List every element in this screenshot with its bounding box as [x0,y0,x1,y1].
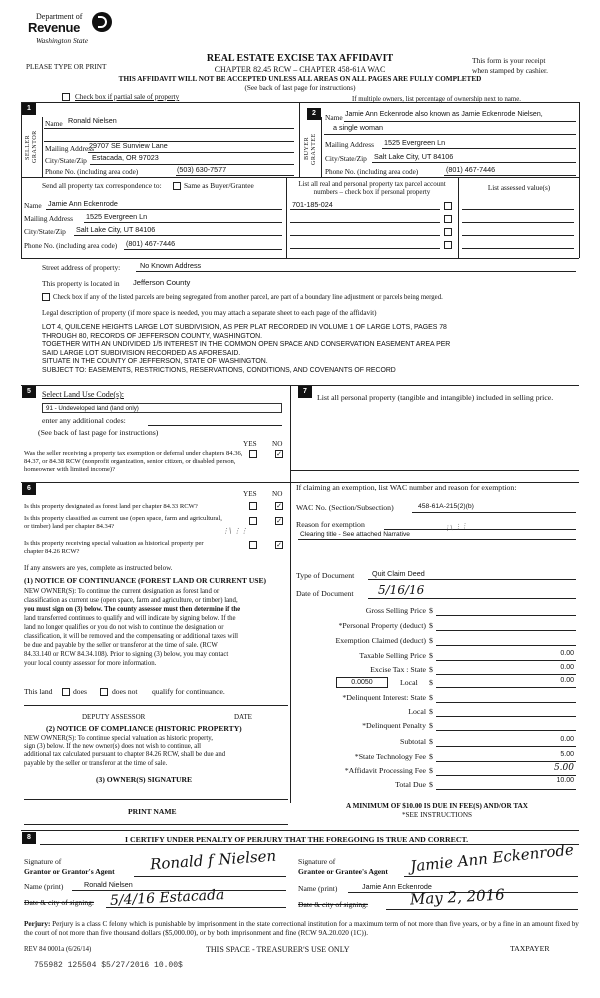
taxable-label: Taxable Selling Price [359,651,426,660]
additional-codes-label: enter any additional codes: [42,416,126,425]
corr-city-label: City/State/Zip [24,227,66,236]
buyer-city-label: City/State/Zip [325,154,367,163]
no-header-2: NO [272,490,283,498]
delinq-state-label: *Delinquent Interest: State [342,693,426,702]
grantor-name-label: Name (print) [24,882,64,891]
grantee-date-city[interactable]: May 2, 2016 [409,885,506,909]
corr-name: Jamie Ann Eckenrode [48,199,118,208]
parcel-4-personal-checkbox[interactable] [444,241,452,249]
multiple-owners-note: If multiple owners, list percentage of ownership next to name. [352,96,521,103]
wac-label: WAC No. (Section/Subsection) [296,503,394,512]
same-as-buyer-checkbox[interactable] [173,182,181,190]
notice-1-line: classification as current use (open space, farm and agriculture, or timber) land, [24,597,238,604]
wac-number: 458-61A-215(2)(b) [418,503,474,510]
buyer-name-label: Name [325,113,343,122]
total-due-value: 10.00 [556,777,574,784]
perjury-note [24,920,580,939]
does-not-label: does not [112,687,138,696]
county-label: This property is located in [42,279,120,288]
receipt-note-1: This form is your receipt [472,56,546,65]
land-does-checkbox[interactable] [62,688,70,696]
notice-1-line: classification, it will be removed and the compensating or additional taxes will [24,633,239,640]
notice-1-title: (1) NOTICE OF CONTINUANCE (FOREST LAND OR CURRENT USE) [24,576,267,585]
please-type-note: PLEASE TYPE OR PRINT [26,63,107,71]
current-use-yes-checkbox[interactable] [249,517,257,525]
excise-state-label: Excise Tax : State [370,665,426,674]
deputy-assessor-label: DEPUTY ASSESSOR [82,713,146,721]
delinq-state-dollar: $ [429,693,433,702]
exemption-question: Was the seller receiving a property tax exemption or deferral under chapters 84.36, 84.37, or 84.38 RCW (nonprofit organization, senior citizen, or disabled person, homeowner with limited income)? [24,450,243,474]
delinq-local-label: Local [408,707,426,716]
notice-2-line: sign (3) below. If the new owner(s) does not wish to continue, all [24,743,201,751]
street-label: Street address of property: [42,263,121,272]
section-8-badge: 8 [22,832,36,844]
taxpayer-label: TAXPAYER [510,944,550,953]
legal-description [42,324,582,376]
proc-fee-value: 5.00 [553,763,574,773]
local-rate-box[interactable]: 0.0050 [336,677,388,688]
reason-label: Reason for exemption [296,520,365,529]
assessor-date-label: DATE [234,713,252,721]
q1-no-checkbox[interactable]: ✓ [276,450,282,458]
exemption-dollar: $ [429,636,433,645]
personal-property-note: List all personal property (tangible and intangible) included in selling price. [317,393,554,402]
doc-date: 5/16/16 [378,583,425,597]
buyer-phone-label: Phone No. (including area code) [325,168,419,176]
seller-phone: (503) 630-7577 [177,165,227,174]
treasurer-use-note: THIS SPACE - TREASURER'S USE ONLY [206,945,350,954]
corr-mail: 1525 Evergreen Ln [86,212,148,221]
subtotal-dollar: $ [429,737,433,746]
legal-line: SITUATE IN THE COUNTY OF JEFFERSON, STATE OF WASHINGTON. [42,358,268,366]
delinq-penalty-dollar: $ [429,721,433,730]
segregated-checkbox[interactable] [42,293,50,301]
legal-line: TOGETHER WITH AN UNDIVIDED 1/5 INTEREST IN THE COMMON OPEN SPACE AND CONSERVATION EASEMENT AREA PER [42,341,451,349]
grantee-date-label: Date & city of signing: [298,900,369,909]
margin-scribble: ⋮\ ⋮⋮ [222,527,248,535]
land-does-not-checkbox[interactable] [100,688,108,696]
yes-header-1: YES [243,440,257,448]
exemption-field[interactable] [436,637,576,646]
receipt-stamp: 755982 125504 $5/27/2016 10.00$ [34,961,183,970]
notice-1-line: your local county assessor for more information. [24,660,157,667]
reason-scribble: ⋮\ ⋮⋮ [443,521,469,533]
qualify-label: qualify for continuance. [152,687,225,696]
notice-2-title: (2) NOTICE OF COMPLIANCE (HISTORIC PROPERTY) [46,724,242,733]
grantor-sig-label-2: Grantor or Grantor's Agent [24,867,115,876]
personal-label: *Personal Property (deduct) [338,621,426,630]
forest-question: Is this property designated as forest land per chapter 84.33 RCW? [24,503,198,510]
section-5-badge: 5 [22,386,36,398]
agency-line3: Washington State [36,36,89,45]
buyer-side-label: BUYER GRANTEE [303,133,318,165]
delinq-penalty-field[interactable] [436,722,576,731]
seller-name: Ronald Nielsen [68,116,117,125]
delinq-local-dollar: $ [429,707,433,716]
certify-statement: I CERTIFY UNDER PENALTY OF PERJURY THAT THE FOREGOING IS TRUE AND CORRECT. [125,835,469,844]
total-due-label: Total Due [395,780,426,789]
land-use-see-back: (See back of last page for instructions) [38,428,159,437]
parcel-3-personal-checkbox[interactable] [444,228,452,236]
historic-no-checkbox[interactable]: ✓ [276,541,282,549]
not-accepted-note: THIS AFFIDAVIT WILL NOT BE ACCEPTED UNLESS ALL AREAS ON ALL PAGES ARE FULLY COMPLETED [118,75,482,83]
current-use-no-checkbox[interactable]: ✓ [276,517,282,525]
tech-fee-dollar: $ [429,752,433,761]
seller-name-label: Name [45,119,63,128]
buyer-phone: (801) 467-7446 [446,165,496,174]
owner-signature-label: (3) OWNER(S) SIGNATURE [96,775,193,784]
grantor-date-city[interactable]: 5/4/16 Estacada [109,887,225,909]
does-label: does [73,687,87,696]
legal-line: SUBJECT TO: EASEMENTS, RESTRICTIONS, RESERVATIONS, CONDITIONS, AND COVENANTS OF RECORD [42,366,396,374]
this-land-label: This land [24,687,53,696]
county: Jefferson County [133,278,191,287]
q1-yes-checkbox[interactable] [249,450,257,458]
legal-line: SAID LARGE LOT SUBDIVISION RECORDED AS AFORESAID. [42,349,241,357]
seller-mail-label: Mailing Address [45,144,95,153]
local-dollar: $ [429,678,433,687]
corr-city: Salt Lake City, UT 84106 [76,225,156,234]
print-name-label: PRINT NAME [128,807,177,816]
excise-state-value: 0.00 [560,664,574,671]
delinq-local-field[interactable] [436,708,576,717]
grantee-name: Jamie Ann Eckenrode [362,882,432,891]
proc-fee-dollar: $ [429,766,433,775]
corr-mail-label: Mailing Address [24,214,74,223]
notice-1-line: be due and payable by the seller or transferor at the time of sale. (RCW [24,642,218,649]
tech-fee-label: *State Technology Fee [354,752,426,761]
partial-sale-checkbox[interactable] [62,93,70,101]
buyer-city: Salt Lake City, UT 84106 [374,152,454,161]
exemption-reason: Clearing title - See attached Narrative [300,531,410,538]
notice-1-line: land no longer qualifies or you do not wish to continue the designation or [24,624,224,631]
grantee-sig-label-1: Signature of [298,857,336,866]
perjury-label: Perjury: [24,920,51,928]
corr-phone: (801) 467-7446 [126,239,176,248]
personal-dollar: $ [429,621,433,630]
buyer-mail: 1525 Evergreen Ln [384,138,446,147]
seller-side-label: SELLER GRANTOR [24,130,39,164]
agency-line2: Revenue [28,20,81,35]
notice-1-line: you must sign on (3) below. The county assessor must then determine if the [24,606,241,613]
notice-1-line: 84.33.140 or RCW 84.34.108). Prior to signing (3) below, you may contact [24,651,229,658]
gross-dollar: $ [429,606,433,615]
receipt-note-2: when stamped by cashier. [472,66,548,75]
agency-line1: Department of [36,12,83,21]
doc-date-label: Date of Document [296,589,354,598]
seller-city-label: City/State/Zip [45,156,87,165]
grantor-sig-label-1: Signature of [24,857,62,866]
segregated-label: Check box if any of the listed parcels are being segregated from another parcel, are part of a boundary line adjustment or parcels being merged. [53,294,443,301]
delinq-state-field[interactable] [436,694,576,703]
subtotal-value: 0.00 [560,736,574,743]
notice-1-line: land transferred continues to qualify and will indicate by signing below. If the [24,615,236,622]
notice-1-body [24,587,288,668]
partial-sale-label: Check box if partial sale of property [75,93,180,101]
historic-question: Is this property receiving special valuation as historical property per chapter 84.26 RCW? [24,540,204,555]
notice-1-line: NEW OWNER(S): To continue the current designation as forest land or [24,588,220,595]
forest-no-checkbox[interactable]: ✓ [276,502,282,510]
taxable-value: 0.00 [560,650,574,657]
notice-2-body [24,735,288,768]
legal-label: Legal description of property (if more space is needed, you may attach a separate sheet to each page of the affidavit) [42,309,377,317]
section-7-badge: 7 [298,386,312,398]
land-use-label[interactable]: Select Land Use Code(s): [42,390,124,399]
parcel-2-personal-checkbox[interactable] [444,215,452,223]
see-back-note: (See back of last page for instructions) [244,84,356,92]
corr-name-label: Name [24,201,42,210]
local-value: 0.00 [560,677,574,684]
tech-fee-value: 5.00 [560,751,574,758]
delinq-penalty-label: *Delinquent Penalty [362,721,426,730]
forest-yes-checkbox[interactable] [249,502,257,510]
section-2-badge: 2 [307,108,321,120]
doc-type: Quit Claim Deed [372,569,425,578]
parcel-1-personal-checkbox[interactable] [444,202,452,210]
buyer-name-2: a single woman [333,123,383,132]
buyer-name: Jamie Ann Eckenrode also known as Jamie Eckenrode Nielsen, [345,111,543,118]
minimum-due-note: A MINIMUM OF $10.00 IS DUE IN FEE(S) AND/OR TAX [346,802,528,810]
section-1-badge: 1 [22,103,36,115]
corr-phone-label: Phone No. (including area code) [24,242,118,250]
seller-mail: 29707 SE Sunview Lane [89,141,168,150]
notice-2-line: payable by the seller or transferor at the time of sale. [24,759,168,767]
seller-city: Estacada, OR 97023 [92,153,159,162]
gross-label: Gross Selling Price [365,606,426,615]
notice-2-line: additional tax calculated pursuant to chapter 84.26 RCW, shall be due and [24,751,226,759]
grantor-date-label: Date & city of signing: [24,898,95,907]
agency-logo [28,12,128,52]
grantor-signature[interactable]: Ronald f Nielsen [149,846,277,874]
current-use-question: Is this property classified as current use (open space, farm and agricultural, or timber) land per chapter 84.34? [24,515,222,530]
grantor-name: Ronald Nielsen [84,880,133,889]
historic-yes-checkbox[interactable] [249,541,257,549]
personal-field[interactable] [436,622,576,631]
no-header-1: NO [272,440,283,448]
street-address: No Known Address [140,261,202,270]
form-number: REV 84 0001a (6/26/14) [24,946,92,953]
if-yes-note: If any answers are yes, complete as instructed below. [24,564,173,572]
grantee-name-label: Name (print) [298,884,338,893]
land-use-select[interactable]: 91 - Undeveloped land (land only) [42,403,282,413]
parcel-header-1: List all real and personal property tax parcel account [298,180,446,188]
doc-type-label: Type of Document [296,571,355,580]
notice-2-line: NEW OWNER(S): To continue special valuation as historic property, [24,735,213,742]
parcel-header-2: numbers – check box if personal property [313,188,431,196]
send-correspondence-label: Send all property tax correspondence to: [42,181,162,190]
assessed-header: List assessed value(s) [487,184,551,192]
grantee-sig-label-2: Grantee or Grantee's Agent [298,867,388,876]
total-due-dollar: $ [429,780,433,789]
revenue-logo-icon [92,12,112,32]
claiming-exemption-label: If claiming an exemption, list WAC number and reason for exemption: [296,483,517,492]
same-as-buyer-label: Same as Buyer/Grantee [184,181,254,190]
yes-header-2: YES [243,490,257,498]
taxable-dollar: $ [429,651,433,660]
gross-field[interactable] [436,607,576,616]
local-label: Local [400,678,418,687]
perjury-text: Perjury is a class C felony which is punishable by imprisonment in the state correctional institution for a maximum term of not more than five years, or by a fine in an amount fixed by the court of not more than five thousand dollars ($5,000.00), or by both imprisonment and fine (RCW 9A.20.020 (1C)). [24,920,579,938]
buyer-mail-label: Mailing Address [325,140,375,149]
see-instructions-note: *SEE INSTRUCTIONS [401,811,473,819]
seller-phone-label: Phone No. (including area code) [45,168,139,176]
legal-line: LOT 4, QUILCENE HEIGHTS LARGE LOT SUBDIVISION, AS PER PLAT RECORDED IN VOLUME 1 OF LARGE LOTS, PAGES 78 [42,324,447,331]
subtotal-label: Subtotal [400,737,426,746]
proc-fee-label: *Affidavit Processing Fee [344,766,426,775]
parcel-number-1: 701-185-024 [292,200,333,209]
grantee-signature[interactable]: Jamie Ann Eckenrode [409,840,575,876]
exemption-claimed-label: Exemption Claimed (deduct) [335,636,426,645]
legal-line: THROUGH 80, RECORDS OF JEFFERSON COUNTY, WASHINGTON. [42,332,263,340]
section-6-badge: 6 [22,483,36,495]
excise-state-dollar: $ [429,665,433,674]
form-title: REAL ESTATE EXCISE TAX AFFIDAVIT [206,53,394,64]
form-chapters: CHAPTER 82.45 RCW – CHAPTER 458-61A WAC [214,65,386,74]
